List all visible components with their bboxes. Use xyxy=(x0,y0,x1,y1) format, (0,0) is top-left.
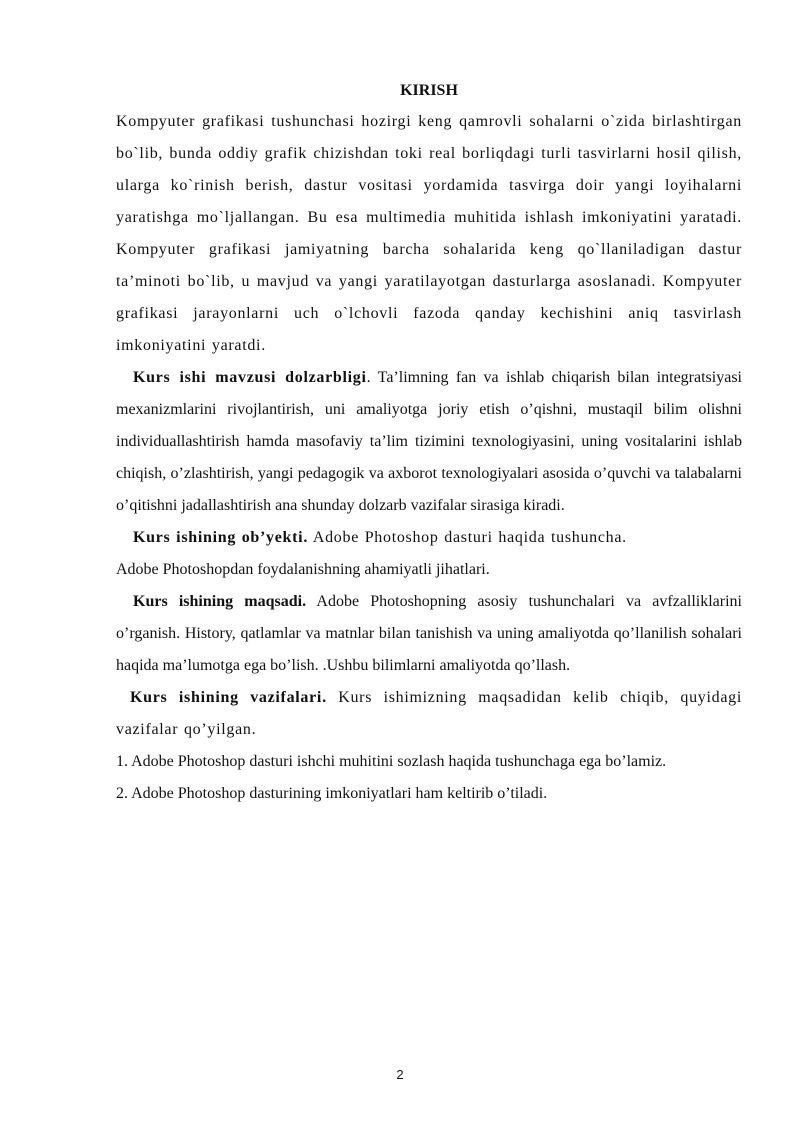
goal-label: Kurs ishining maqsadi. xyxy=(133,593,307,610)
object-text: Adobe Photoshop dasturi haqida tushuncha. xyxy=(308,529,627,546)
relevance-paragraph xyxy=(116,362,742,522)
relevance-text: . Ta’limning fan va ishlab chiqarish bilan integratsiyasi mexanizmlarini rivojlantirish, uni amaliyotga joriy etish o’qishni, mustaqil bilim olishni individuallashtirish hamda masofaviy ta’lim tizimini texnologiyasini, uning vositalarini ishlab chiqish, o’zlashtirish, yangi pedagogik va axborot texnologiyalari asosida o’quvchi va talabalarni o’qitishni jadallashtirish ana shunday dolzarb vazifalar sirasiga kiradi. xyxy=(116,369,742,514)
tasks-label: Kurs ishining vazifalari. xyxy=(130,689,327,706)
page-title: KIRISH xyxy=(400,82,458,99)
goal-text: Adobe Photoshopning asosiy tushunchalari va avfzalliklarini o’rganish. History, qatlamlar va matnlar bilan tanishish va uning amaliyotda qo’llanilish sohalari haqida ma’lumotga ega bo’lish. .Ushbu bilimlarni amaliyotda qo’llash. xyxy=(116,593,742,674)
tasks-text: Kurs ishimizning maqsadidan kelib chiqib, quyidagi vazifalar qo’yilgan. xyxy=(116,689,742,738)
object-paragraph-continuation: Adobe Photoshopdan foydalanishning ahamiyatli jihatlari. xyxy=(116,561,490,578)
task-item-2: 2. Adobe Photoshop dasturining imkoniyatlari ham keltirib o’tiladi. xyxy=(116,785,548,802)
tasks-paragraph xyxy=(116,682,742,746)
relevance-label: Kurs ishi mavzusi dolzarbligi xyxy=(133,369,367,386)
object-paragraph xyxy=(116,522,742,554)
page-number: 2 xyxy=(396,1067,404,1082)
intro-paragraph: Kompyuter grafikasi tushunchasi hozirgi keng qamrovli sohalarni o`zida birlashtirgan bo`lib, bunda oddiy grafik chizishdan toki real borliqdagi turli tasvirlarni hosil qilish, ularga ko`rinish berish, dastur vositasi yordamida tasvirga doir yangi loyihalarni yaratishga mo`ljallangan. Bu esa multimedia muhitida ishlash imkoniyatini yaratadi. Kompyuter grafikasi jamiyatning barcha sohalarida keng qo`llaniladigan dastur ta’minoti bo`lib, u mavjud va yangi yaratilayotgan dasturlarga asoslanadi. Kompyuter grafikasi jarayonlarni uch o`lchovli fazoda qanday kechishini aniq tasvirlash imkoniyatini yaratdi. xyxy=(116,113,742,354)
object-label: Kurs ishining ob’yekti. xyxy=(133,529,309,546)
document-page xyxy=(116,76,742,810)
goal-paragraph xyxy=(116,586,742,682)
task-item-1: 1. Adobe Photoshop dasturi ishchi muhitini sozlash haqida tushunchaga ega bo’lamiz. xyxy=(116,753,667,770)
